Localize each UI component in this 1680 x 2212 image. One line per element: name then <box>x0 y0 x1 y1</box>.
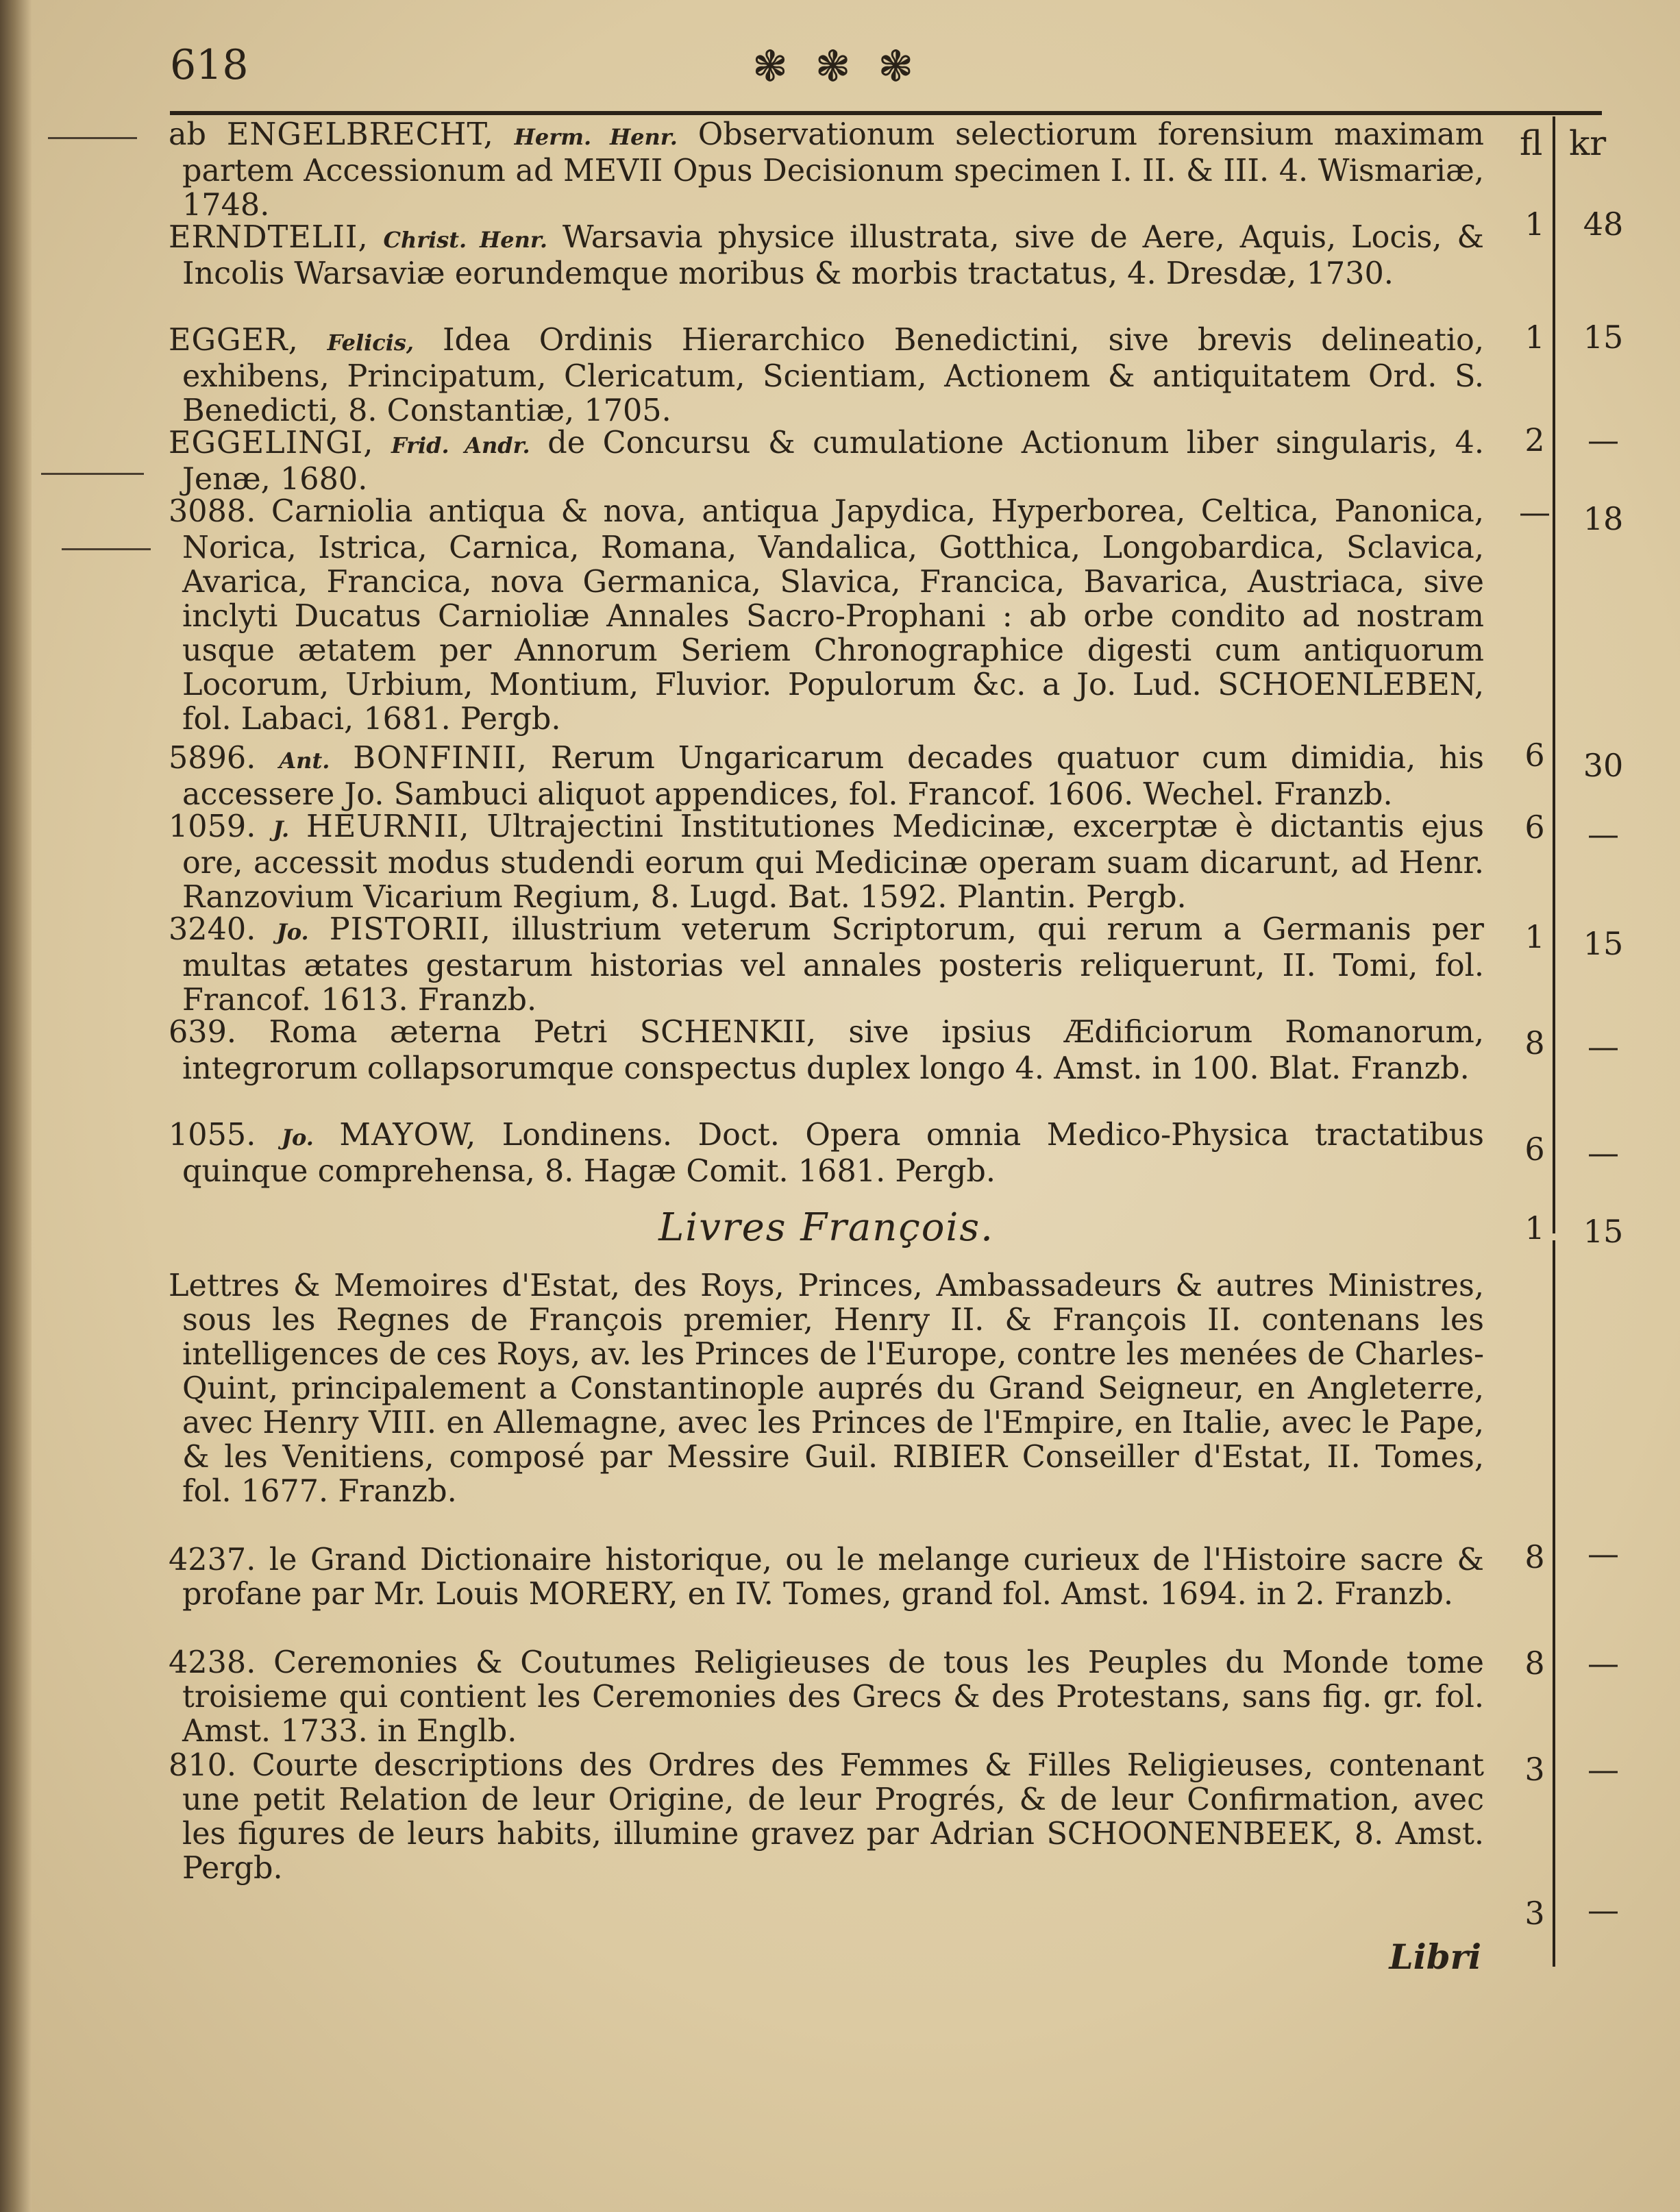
price-kreuzer: — <box>1588 815 1619 852</box>
list-item: 4238. Ceremonies & Coutumes Religieuses de tous les Peuples du Monde tome troisieme qui contient les Ceremonies des Grecs & des Protestans, sans fig. gr. fol. Amst. 1733. in Englb. <box>169 1645 1484 1749</box>
author-name: MAYOW, <box>339 1118 477 1153</box>
author-name: ENGELBRECHT, <box>226 117 494 152</box>
author-name: PISTORII, <box>329 912 491 947</box>
header-rule <box>170 111 1602 115</box>
list-item: 3088. Carniolia antiqua & nova, antiqua Japydica, Hyperborea, Celtica, Panonica, Norica, Istrica, Carnica, Romana, Vandalica, Gotthica, Longobardica, Sclavica, Avarica, Francica, nova Germanica, Slavica, Francica, Bavarica, Austriaca, sive inclyti Ducatus Carnioliæ Annales Sacro-Prophani : ab orbe condito ad nostram usque ætatem per Annorum Seriem Chronographice digesti cum antiquorum Locorum, Urbium, Montium, Fluvior. Populorum &c. a Jo. Lud. SCHOENLEBEN, fol. Labaci, 1681. Pergb. <box>169 494 1484 737</box>
florin-column-header: fl <box>1520 123 1543 163</box>
page-number: 618 <box>170 41 249 89</box>
header-ornament: ❃ ❃ ❃ <box>752 41 921 91</box>
list-item: EGGELINGI, Frid. Andr. de Concursu & cumulatione Actionum liber singularis, 4. Jenæ, 1680. <box>169 426 1484 497</box>
margin-mark <box>48 137 137 139</box>
list-item: ERNDTELII, Christ. Henr. Warsavia physice illustrata, sive de Aere, Aquis, Locis, & Incolis Warsaviæ eorundemque moribus & morbis tractatus, 4. Dresdæ, 1730. <box>169 220 1484 291</box>
list-item: 639. Roma æterna Petri SCHENKII, sive ipsius Ædificiorum Romanorum, integrorum collapsorumque conspectus duplex longo 4. Amst. in 100. Blat. Franzb. <box>169 1015 1484 1086</box>
author-name: HEURNII, <box>306 809 470 844</box>
price-florin: 8 <box>1524 1645 1545 1682</box>
price-kreuzer: — <box>1588 1028 1619 1065</box>
price-florin: 1 <box>1524 1209 1545 1246</box>
price-florin: — <box>1519 493 1551 530</box>
price-kreuzer: 18 <box>1583 500 1624 537</box>
price-kreuzer: — <box>1588 1535 1619 1572</box>
list-item: 3240. Jo. PISTORII, illustrium veterum Scriptorum, qui rerum a Germanis per multas ætates gestarum historias vel annales posteris reliquerunt, II. Tomi, fol. Francof. 1613. Franzb. <box>169 912 1484 1018</box>
price-florin: 1 <box>1524 319 1545 356</box>
margin-mark <box>41 473 144 475</box>
price-column-rule-lower <box>1553 1240 1555 1967</box>
price-florin: 6 <box>1524 1131 1545 1168</box>
price-kreuzer: 15 <box>1583 1213 1624 1250</box>
author-name: ERNDTELII, <box>169 220 369 255</box>
price-florin: 3 <box>1524 1895 1545 1932</box>
author-name: BONFINII, <box>353 741 528 776</box>
price-kreuzer: — <box>1588 1134 1619 1171</box>
page-header <box>170 41 1602 103</box>
list-item: ab ENGELBRECHT, Herm. Henr. Observationum selectiorum forensium maximam partem Accessionum ad MEVII Opus Decisionum specimen I. II. & III. 4. Wismariæ, 1748. <box>169 117 1484 223</box>
price-kreuzer: 30 <box>1583 747 1624 784</box>
list-item: 1059. J. HEURNII, Ultrajectini Institutiones Medicinæ, excerptæ è dictantis ejus ore, accessit modus studendi eorum qui Medicinæ operam suam dicarunt, ad Henr. Ranzovium Vicarium Regium, 8. Lugd. Bat. 1592. Plantin. Pergb. <box>169 809 1484 915</box>
price-florin: 1 <box>1524 918 1545 955</box>
price-florin: 2 <box>1524 421 1545 458</box>
price-florin: 6 <box>1524 809 1545 846</box>
list-item: 810. Courte descriptions des Ordres des Femmes & Filles Religieuses, contenant une petit Relation de leur Origine, de leur Progrés, & de leur Confirmation, avec les figures de leurs habits, illumine gravez par Adrian SCHOONENBEEK, 8. Amst. Pergb. <box>169 1748 1484 1886</box>
price-florin: 8 <box>1524 1024 1545 1061</box>
catalogue-entries <box>169 118 1484 1886</box>
price-florin: 1 <box>1524 206 1545 243</box>
list-item: 4237. le Grand Dictionaire historique, ou le melange curieux de l'Histoire sacre & profane par Mr. Louis MORERY, en IV. Tomes, grand fol. Amst. 1694. in 2. Franzb. <box>169 1543 1484 1612</box>
kreuzer-column-header: kr <box>1569 123 1607 163</box>
list-item: 1055. Jo. MAYOW, Londinens. Doct. Opera omnia Medico-Physica tractatibus quinque comprehensa, 8. Hagæ Comit. 1681. Pergb. <box>169 1118 1484 1189</box>
price-kreuzer: — <box>1588 421 1619 458</box>
author-name: EGGELINGI, <box>169 426 374 460</box>
list-item: 5896. Ant. BONFINII, Rerum Ungaricarum decades quatuor cum dimidia, his accessere Jo. Sambuci aliquot appendices, fol. Francof. 1606. Wechel. Franzb. <box>169 741 1484 812</box>
list-item: Lettres & Memoires d'Estat, des Roys, Princes, Ambassadeurs & autres Ministres, sous les Regnes de François premier, Henry II. & François II. contenans les intelligences de ces Roys, av. les Princes de l'Europe, contre les menées de Charles-Quint, principalement a Constantinople auprés du Grand Seigneur, en Angleterre, avec Henry VIII. en Allemagne, avec les Princes de l'Empire, en Italie, avec le Pape, & les Venitiens, composé par Messire Guil. RIBIER Conseiller d'Estat, II. Tomes, fol. 1677. Franzb. <box>169 1268 1484 1509</box>
price-florin: 8 <box>1524 1538 1545 1575</box>
price-florin: 6 <box>1524 737 1545 774</box>
price-kreuzer: — <box>1588 1645 1619 1682</box>
list-item: EGGER, Felicis, Idea Ordinis Hierarchico Benedictini, sive brevis delineatio, exhibens, Principatum, Clericatum, Scientiam, Actionem & antiquitatem Ord. S. Benedicti, 8. Constantiæ, 1705. <box>169 323 1484 428</box>
price-kreuzer: — <box>1588 1891 1619 1928</box>
margin-mark <box>62 548 151 550</box>
price-kreuzer: 15 <box>1583 319 1624 356</box>
price-kreuzer: — <box>1588 1751 1619 1788</box>
price-column-rule <box>1553 116 1555 1233</box>
price-kreuzer: 48 <box>1583 206 1624 243</box>
price-florin: 3 <box>1524 1751 1545 1788</box>
book-spine <box>0 0 32 2212</box>
section-title: Livres François. <box>658 1205 994 1250</box>
catchword: Libri <box>1389 1937 1481 1977</box>
price-kreuzer: 15 <box>1583 925 1624 962</box>
author-name: EGGER, <box>169 323 299 358</box>
